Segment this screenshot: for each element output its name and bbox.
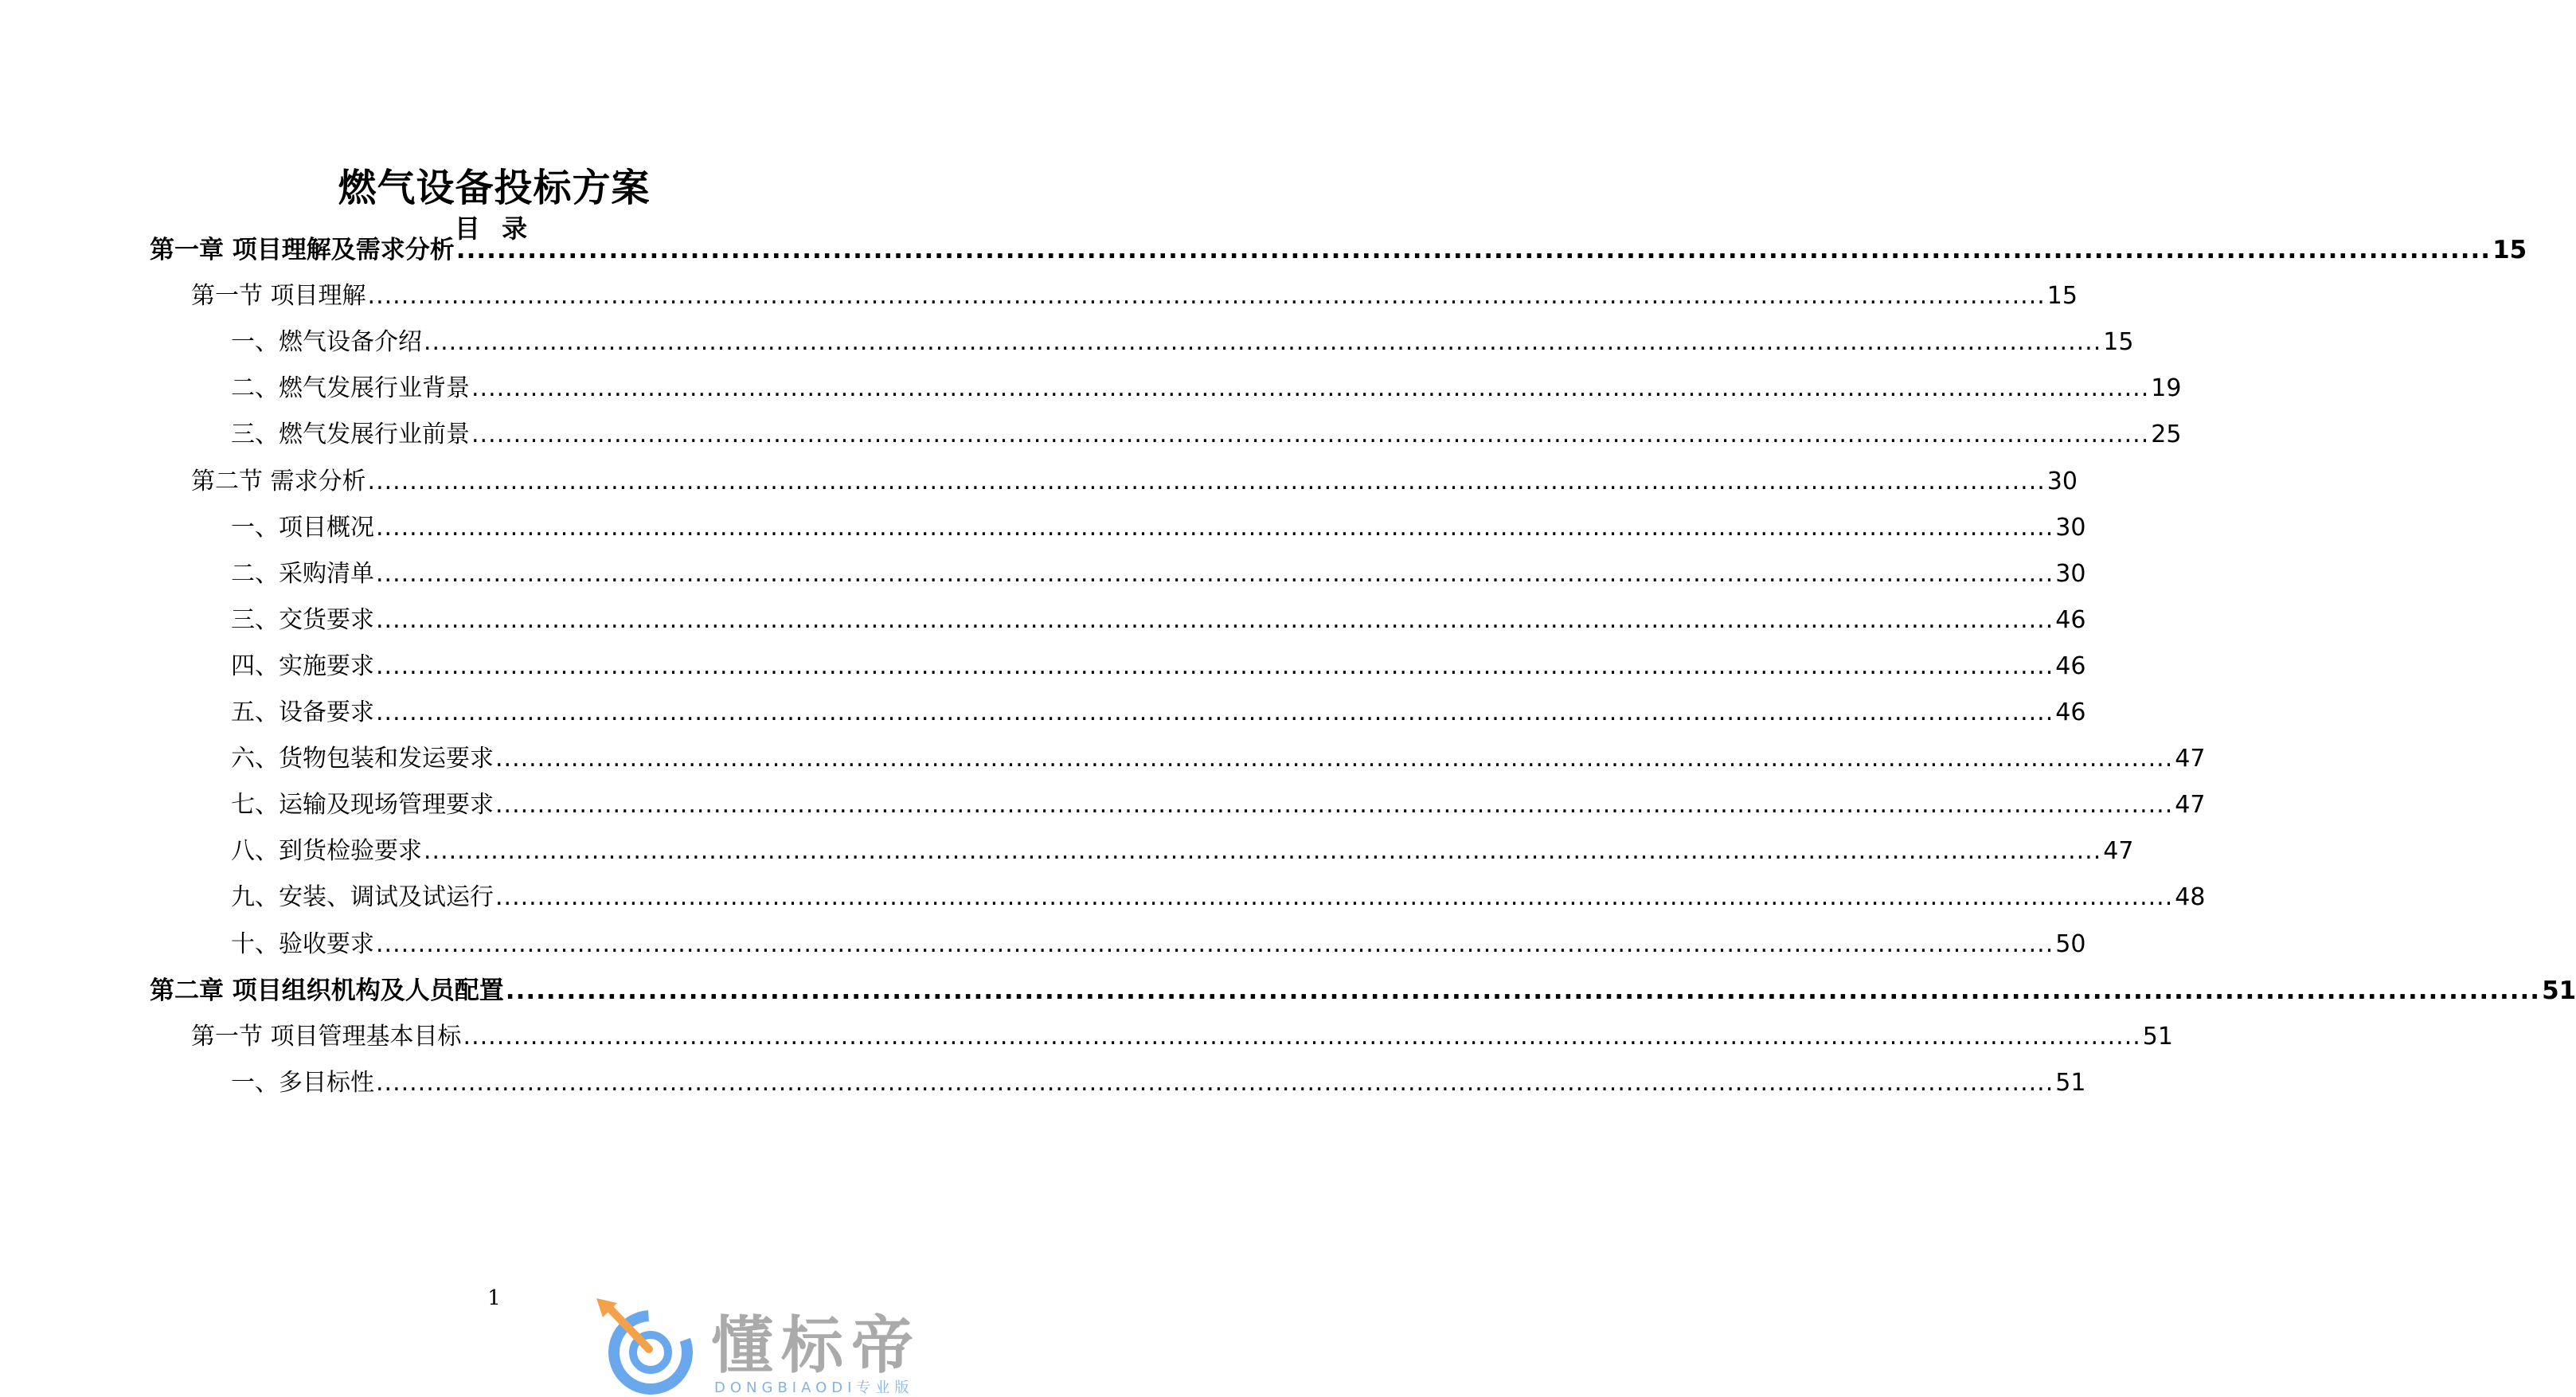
toc-entry-label: 一、燃气设备介绍: [231, 328, 422, 356]
toc-entry-page: 30: [2055, 514, 2086, 542]
toc-entry-label: 四、实施要求: [231, 652, 374, 680]
toc-entry-page: 46: [2055, 606, 2086, 634]
toc-entry-label: 第二章 项目组织机构及人员配置: [150, 976, 504, 1005]
toc-entry[interactable]: [231, 511, 2086, 546]
toc-entry-page: 46: [2055, 698, 2086, 726]
target-arrow-icon: [593, 1297, 697, 1397]
toc-entry[interactable]: [191, 1019, 2173, 1055]
toc-dot-leader: ........................................................................................................................................................................................................: [376, 606, 2054, 634]
toc-entry-page: 51: [2542, 976, 2576, 1005]
toc-entry[interactable]: [191, 279, 2078, 314]
toc-entry[interactable]: [231, 880, 2206, 915]
toc-entry-label: 十、验收要求: [231, 930, 374, 958]
toc-entry[interactable]: [231, 417, 2182, 452]
toc-entry-label: 二、燃气发展行业背景: [231, 374, 470, 402]
toc-entry-page: 30: [2055, 560, 2086, 588]
toc-entry-label: 一、多目标性: [231, 1069, 374, 1097]
toc-dot-leader: ........................................................................................................................................................................................................: [376, 514, 2054, 542]
toc-entry[interactable]: [231, 834, 2134, 869]
toc-entry[interactable]: [231, 325, 2134, 360]
toc-entry-page: 15: [2492, 236, 2527, 264]
toc-entry-page: 30: [2046, 468, 2078, 495]
toc-entry[interactable]: [191, 464, 2078, 499]
toc-entry-page: 50: [2055, 930, 2086, 958]
toc-dot-leader: ........................................................................................................................................................................................................: [455, 236, 2492, 264]
toc-entry-page: 19: [2151, 374, 2182, 402]
toc-entry-label: 七、运输及现场管理要求: [231, 791, 494, 819]
toc-entry[interactable]: [231, 927, 2086, 962]
toc-dot-leader: ........................................................................................................................................................................................................: [471, 421, 2150, 448]
toc-entry-page: 46: [2055, 652, 2086, 680]
toc-entry-label: 五、设备要求: [231, 698, 374, 726]
toc-dot-leader: ........................................................................................................................................................................................................: [367, 468, 2046, 495]
toc-entry-page: 51: [2055, 1069, 2086, 1097]
toc-entry-label: 第一节 项目理解: [191, 282, 366, 310]
toc-entry-label: 一、项目概况: [231, 514, 374, 542]
toc-entry-label: 三、交货要求: [231, 606, 374, 634]
toc-entry[interactable]: [150, 233, 2527, 268]
toc-entry-page: 51: [2142, 1023, 2173, 1051]
toc-entry[interactable]: [231, 742, 2206, 777]
toc-dot-leader: ........................................................................................................................................................................................................: [463, 1023, 2141, 1051]
watermark-subtitle: DONGBIAODI专业版: [714, 1379, 914, 1396]
toc-entry-label: 二、采购清单: [231, 560, 374, 588]
toc-dot-leader: ........................................................................................................................................................................................................: [471, 374, 2150, 402]
toc-dot-leader: ........................................................................................................................................................................................................: [495, 745, 2174, 773]
toc-entry-label: 第一章 项目理解及需求分析: [150, 236, 455, 264]
toc-entry[interactable]: [231, 695, 2086, 730]
toc-entry[interactable]: [231, 788, 2206, 823]
toc-entry-page: 47: [2103, 837, 2134, 865]
toc-dot-leader: ........................................................................................................................................................................................................: [505, 976, 2541, 1005]
toc-entry-page: 48: [2175, 883, 2206, 911]
toc-entry[interactable]: [231, 371, 2182, 406]
toc-entry[interactable]: [150, 973, 2576, 1008]
toc-entry-page: 47: [2175, 791, 2206, 819]
toc-entry-label: 九、安装、调试及试运行: [231, 883, 494, 911]
toc-entry-page: 25: [2151, 421, 2182, 448]
toc-entry-label: 八、到货检验要求: [231, 837, 422, 865]
toc-entry-page: 15: [2103, 328, 2134, 356]
toc-heading: 目 录: [454, 213, 534, 244]
toc-dot-leader: ........................................................................................................................................................................................................: [376, 560, 2054, 588]
toc-dot-leader: ........................................................................................................................................................................................................: [424, 837, 2102, 865]
toc-dot-leader: ........................................................................................................................................................................................................: [424, 328, 2102, 356]
toc-entry-label: 第二节 需求分析: [191, 468, 366, 495]
toc-dot-leader: ........................................................................................................................................................................................................: [376, 930, 2054, 958]
toc-dot-leader: ........................................................................................................................................................................................................: [376, 1069, 2054, 1097]
toc-entry[interactable]: [231, 1066, 2086, 1101]
toc-dot-leader: ........................................................................................................................................................................................................: [367, 282, 2046, 310]
document-title: 燃气设备投标方案: [338, 166, 651, 211]
toc-entry-label: 第一节 项目管理基本目标: [191, 1023, 462, 1051]
toc-dot-leader: ........................................................................................................................................................................................................: [495, 883, 2174, 911]
toc-dot-leader: ........................................................................................................................................................................................................: [376, 652, 2054, 680]
toc-entry-label: 三、燃气发展行业前景: [231, 421, 470, 448]
toc-entry-page: 15: [2046, 282, 2078, 310]
toc-entry-page: 47: [2175, 745, 2206, 773]
toc-dot-leader: ........................................................................................................................................................................................................: [376, 698, 2054, 726]
toc-entry[interactable]: [231, 649, 2086, 684]
toc-entry-label: 六、货物包装和发运要求: [231, 745, 494, 773]
toc-entry[interactable]: [231, 557, 2086, 592]
toc-dot-leader: ........................................................................................................................................................................................................: [495, 791, 2174, 819]
watermark: [593, 1297, 967, 1397]
watermark-brand: 懂标帝: [711, 1310, 922, 1382]
page-number: 1: [487, 1286, 501, 1310]
toc-entry[interactable]: [231, 603, 2086, 638]
